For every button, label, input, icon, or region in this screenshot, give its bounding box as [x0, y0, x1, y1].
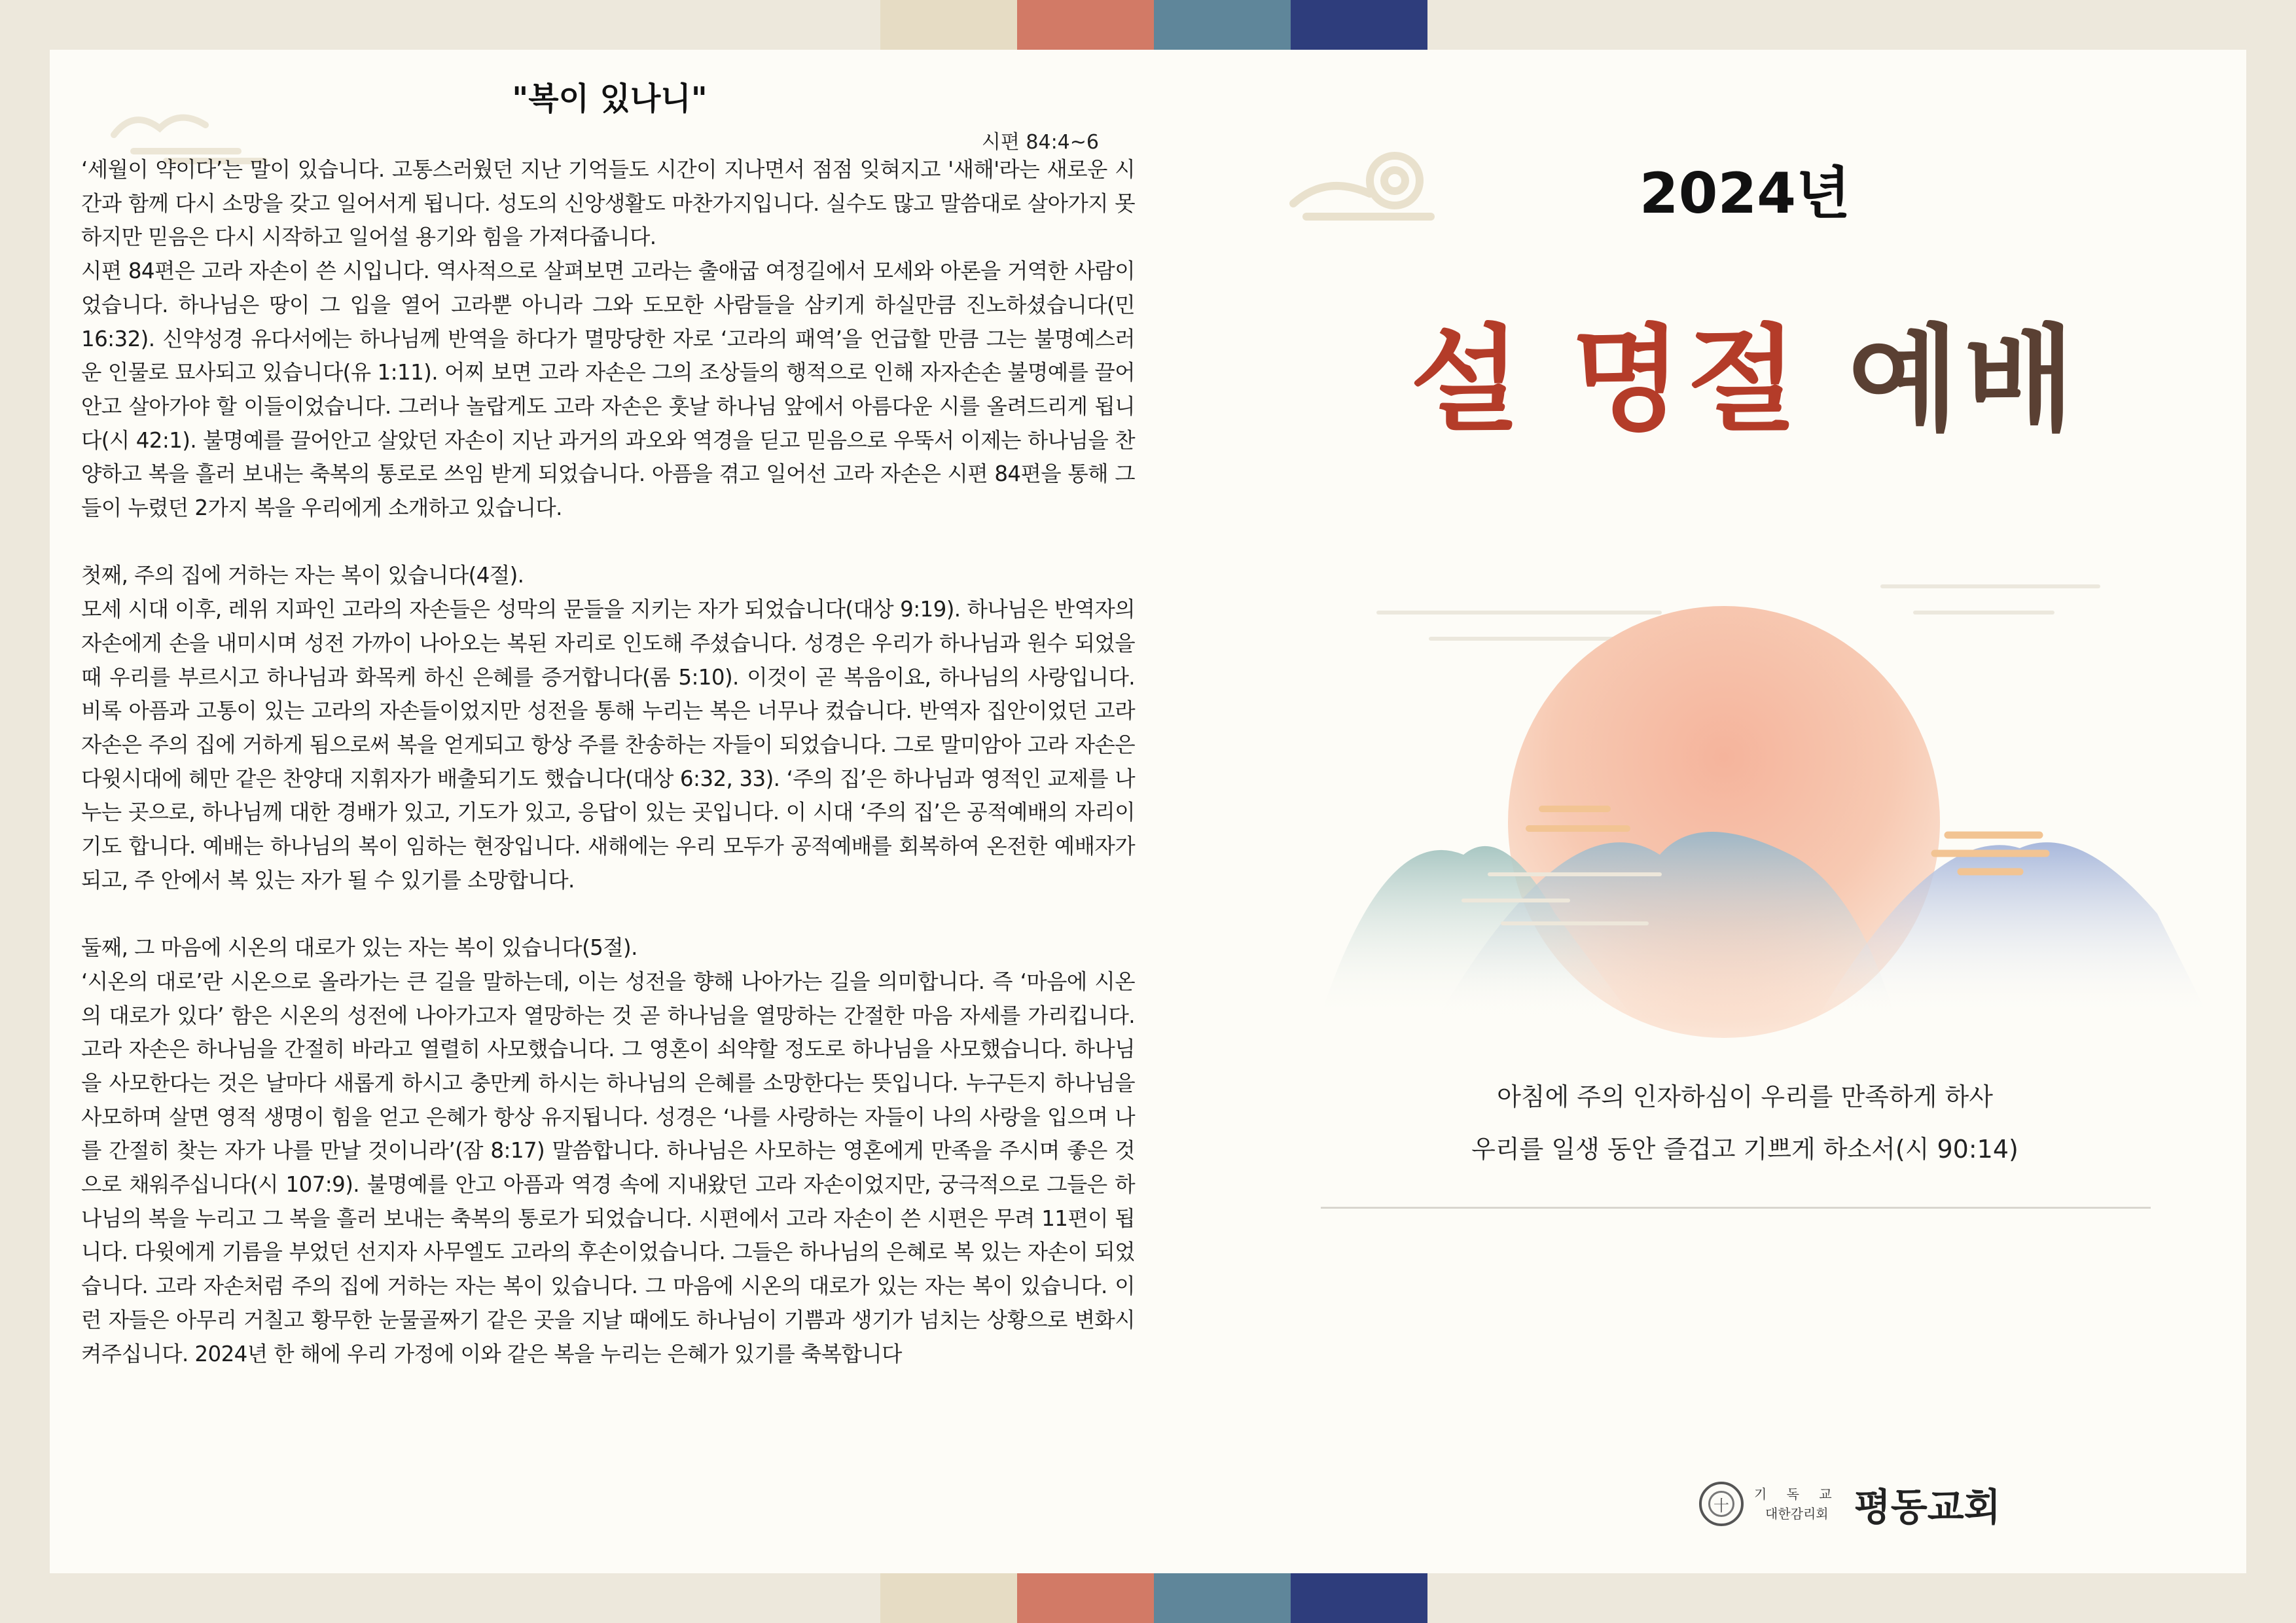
strip-beige	[880, 0, 1017, 50]
strip-teal	[1154, 1573, 1291, 1623]
sun-mountains-illustration	[1293, 547, 2246, 1071]
cover-panel	[1293, 50, 2246, 1573]
church-signature	[1699, 1476, 2001, 1531]
point-one-body: 모세 시대 이후, 레위 지파인 고라의 자손들은 성막의 문들을 지키는 자가 되었습니다(대상 9:19). 하나님은 반역자의 자손에게 손을 내미시며 성전 가까이 나아오는 복된 자리로 인도해 주셨습니다. 성경은 우리가 하나님과 원수 되었을 때 우리를 부르시고 하나님과 화목케 하신 은혜를 증거합니다(롬 5:10). 이것이 곧 복음이요, 하나님의 사랑입니다. 비록 아픔과 고통이 있는 고라의 자손들이었지만 성전을 통해 누리는 복은 너무나 컸습니다. 반역자 집안이었던 고라 자손은 주의 집에 거하게 됨으로써 복을 얻게되고 항상 주를 찬송하는 자들이 되었습니다. 그로 말미암아 고라 자손은 다윗시대에 헤만 같은 찬양대 지휘자가 배출되기도 했습니다(대상 6:32, 33). ‘주의 집’은 하나님과 영적인 교제를 나누는 곳으로, 하나님께 대한 경배가 있고, 기도가 있고, 응답이 있는 곳입니다. 이 시대 ‘주의 집’은 공적예배의 자리이기도 합니다. 예배는 하나님의 복이 임하는 현장입니다. 새해에는 우리 모두가 공적예배를 회복하여 온전한 예배자가 되고, 주 안에서 복 있는 자가 될 수 있기를 소망합니다.	[81, 597, 1135, 893]
paragraph-spacer	[81, 526, 1135, 560]
strip-teal	[1154, 0, 1291, 50]
denomination-line-1: 기 독 교	[1754, 1486, 1840, 1502]
strip-salmon	[1017, 1573, 1154, 1623]
strip-salmon	[1017, 0, 1154, 50]
point-one-heading: 첫째, 주의 집에 거하는 자는 복이 있습니다(4절).	[81, 563, 524, 588]
point-two-body: ‘시온의 대로’란 시온으로 올라가는 큰 길을 말하는데, 이는 성전을 향해 나아가는 길을 의미합니다. 즉 ‘마음에 시온의 대로가 있다’ 함은 시온의 성전에 나아가고자 열망하는 것 곧 하나님을 열망하는 간절한 마음 자세를 가리킵니다. 고라 자손은 하나님을 간절히 바라고 열렬히 사모했습니다. 그 영혼이 쇠약할 정도로 하나님을 사모했습니다. 하나님을 사모한다는 것은 날마다 새롭게 하시고 충만케 하시는 하나님의 은혜를 소망한다는 뜻입니다. 누구든지 하나님을 사모하며 살면 영적 생명이 힘을 얻고 은혜가 항상 유지됩니다. 성경은 ‘나를 사랑하는 자들이 나의 사랑을 입으며 나를 간절히 찾는 자가 나를 만날 것이니라’(잠 8:17) 말씀합니다. 하나님은 사모하는 영혼에게 만족을 주시며 좋은 것으로 채워주십니다(시 107:9). 불명예를 안고 아픔과 역경 속에 지내왔던 고라 자손이었지만, 궁극적으로 그들은 하나님의 복을 누리고 그 복을 흘러 보내는 축복의 통로가 되었습니다. 시편에서 고라 자손이 쓴 시편은 무려 11편이 됩니다. 다윗에게 기름을 부었던 선지자 사무엘도 고라의 후손이었습니다. 그들은 하나님의 은혜로 복 있는 자손이 되었습니다. 고라 자손처럼 주의 집에 거하는 자는 복이 있습니다. 그 마음에 시온의 대로가 있는 자는 복이 있습니다. 이런 자들은 아무리 거칠고 황무한 눈물골짜기 같은 곳을 지날 때에도 하나님이 기쁨과 생기가 넘치는 상황으로 변화시켜주십니다. 2024년 한 해에 우리 가정에 이와 같은 복을 누리는 은혜가 있기를 축복합니다	[81, 969, 1135, 1366]
paragraph-intro: ‘세월이 약이다’는 말이 있습니다. 고통스러웠던 지난 기억들도 시간이 지나면서 점점 잊혀지고 '새해'라는 새로운 시간과 함께 다시 소망을 갖고 일어서게 됩니다. 성도의 신앙생활도 마찬가지입니다. 실수도 많고 말씀대로 살아가지 못하지만 믿음은 다시 시작하고 일어설 용기와 힘을 가져다줍니다.	[81, 157, 1135, 250]
main-title	[1293, 289, 2197, 453]
strip-navy	[1291, 0, 1427, 50]
main-title-red: 설 명절	[1410, 314, 1803, 447]
strip-navy	[1291, 1573, 1427, 1623]
church-name: 평동교회	[1854, 1485, 2001, 1529]
sermon-body	[81, 153, 1135, 1371]
paragraph-spacer	[81, 897, 1135, 931]
bible-verse	[1293, 1071, 2197, 1175]
scripture-reference: 시편 84:4~6	[981, 131, 1099, 154]
denomination-line-2: 대한감리회	[1765, 1506, 1829, 1522]
church-seal-icon	[1699, 1482, 1744, 1526]
strip-beige	[880, 1573, 1017, 1623]
denomination	[1754, 1484, 1840, 1524]
year-heading: 2024년	[1639, 161, 1851, 226]
verse-line-1: 아침에 주의 인자하심이 우리를 만족하게 하사	[1497, 1082, 1993, 1111]
sermon-title: "복이 있나니"	[512, 80, 708, 117]
divider-line	[1321, 1207, 2151, 1209]
bottom-color-strip	[880, 1573, 1427, 1623]
main-title-brown: 예배	[1848, 314, 2080, 447]
top-color-strip	[880, 0, 1427, 50]
sermon-panel	[81, 50, 1138, 1573]
verse-line-2: 우리를 일생 동안 즐겁고 기쁘게 하소서(시 90:14)	[1471, 1135, 2018, 1164]
bulletin-sheet	[50, 50, 2246, 1573]
paragraph-korah: 시편 84편은 고라 자손이 쓴 시입니다. 역사적으로 살펴보면 고라는 출애굽 여정길에서 모세와 아론을 거역한 사람이었습니다. 하나님은 땅이 그 입을 열어 고라뿐 아니라 그와 도모한 사람들을 삼키게 하실만큼 진노하셨습니다(민 16:32). 신약성경 유다서에는 하나님께 반역을 하다가 멸망당한 자로 ‘고라의 패역’을 언급할 만큼 그는 불명예스러운 인물로 묘사되고 있습니다(유 1:11). 어찌 보면 고라 자손은 그의 조상들의 행적으로 인해 자자손손 불명예를 끌어안고 살아가야 할 이들이었습니다. 그러나 놀랍게도 고라 자손은 훗날 하나님 앞에서 아름다운 시를 올려드리게 됩니다(시 42:1). 불명예를 끌어안고 살았던 자손이 지난 과거의 과오와 역경을 딛고 믿음으로 우뚝서 이제는 하나님을 찬양하고 복을 흘러 보내는 축복의 통로로 쓰임 받게 되었습니다. 아픔을 겪고 일어선 고라 자손은 시편 84편을 통해 그들이 누렸던 2가지 복을 우리에게 소개하고 있습니다.	[81, 259, 1135, 521]
point-two-heading: 둘째, 그 마음에 시온의 대로가 있는 자는 복이 있습니다(5절).	[81, 935, 637, 961]
seal-glyph: 十	[1708, 1491, 1734, 1517]
